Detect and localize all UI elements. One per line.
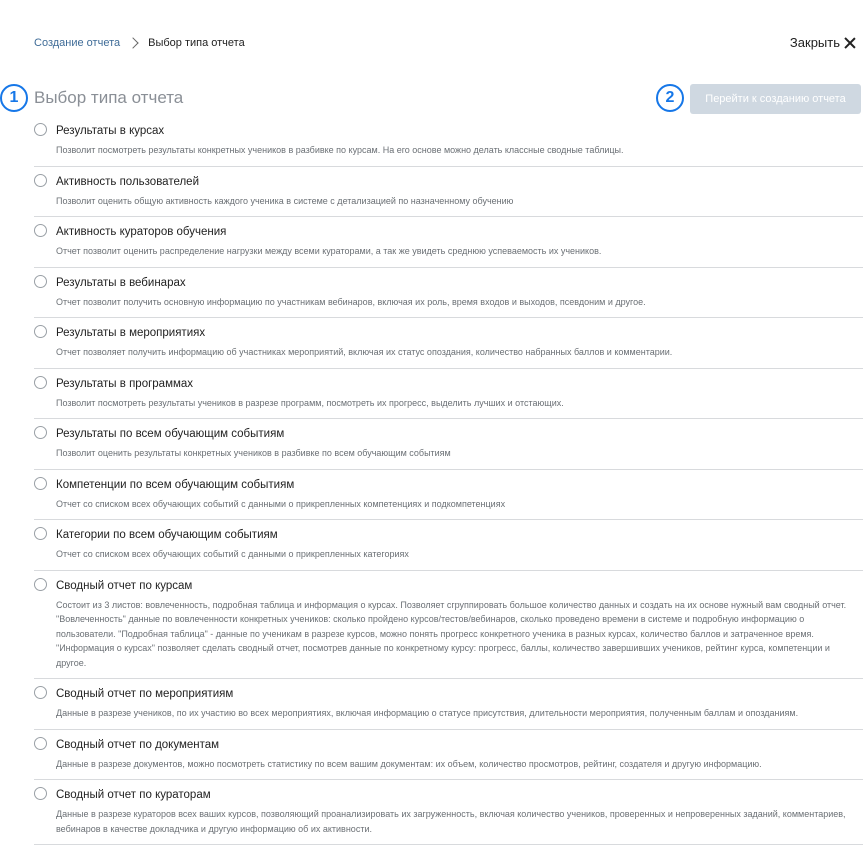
radio-button[interactable] bbox=[34, 578, 47, 591]
radio-button[interactable] bbox=[34, 123, 47, 136]
report-option[interactable] bbox=[34, 679, 863, 730]
report-option-title: Компетенции по всем обучающим событиям bbox=[56, 478, 295, 491]
report-option-title: Сводный отчет по кураторам bbox=[56, 789, 211, 801]
annotation-marker-1: 1 bbox=[0, 84, 28, 112]
go-to-create-report-button[interactable]: Перейти к созданию отчета bbox=[690, 84, 861, 114]
report-option-title: Результаты в вебинарах bbox=[56, 276, 186, 289]
report-option[interactable] bbox=[34, 318, 863, 369]
report-option-description: Позволит оценить результаты конкретных учеников в разбивке по всем обучающим событиям bbox=[56, 448, 451, 458]
report-option-description: Позволит посмотреть результаты конкретных учеников в разбивке по курсам. На его основе можно делать классные сводные таблицы. bbox=[56, 145, 624, 155]
close-button[interactable] bbox=[790, 35, 856, 50]
report-option-description: Данные в разрезе документов, можно посмотреть статистику по всем вашим документам: их объем, количество просмотров, рейтинг, создателя и другую информацию. bbox=[56, 758, 762, 769]
report-option-title: Активность кураторов обучения bbox=[56, 226, 227, 238]
report-option[interactable] bbox=[34, 520, 863, 571]
report-option-title: Результаты в курсах bbox=[56, 125, 165, 137]
report-option[interactable] bbox=[34, 369, 863, 420]
radio-button[interactable] bbox=[34, 426, 47, 439]
report-option[interactable] bbox=[34, 780, 863, 845]
report-option[interactable] bbox=[34, 470, 863, 521]
close-label: Закрыть bbox=[789, 35, 840, 50]
report-option-title: Результаты по всем обучающим событиям bbox=[56, 428, 285, 440]
report-option-description: Отчет позволит получить основную информацию по участникам вебинаров, включая их роль, время входов и выходов, псевдоним и другое. bbox=[56, 296, 646, 307]
close-icon bbox=[844, 37, 856, 49]
report-option-description: Позволит оценить общую активность каждого ученика в системе с детализацией по назначенному обучению bbox=[56, 195, 514, 206]
report-option[interactable] bbox=[34, 419, 863, 470]
breadcrumb-current: Выбор типа отчета bbox=[148, 37, 245, 49]
report-option[interactable] bbox=[34, 217, 863, 268]
radio-button[interactable] bbox=[34, 275, 47, 288]
report-option-description: Позволит посмотреть результаты учеников в разрезе программ, посмотреть их прогресс, выделить лучших и отстающих. bbox=[56, 397, 564, 408]
radio-button[interactable] bbox=[34, 527, 47, 540]
page-title: Выбор типа отчета bbox=[34, 88, 184, 107]
report-option-title: Сводный отчет по мероприятиям bbox=[56, 688, 234, 700]
report-type-list bbox=[34, 116, 863, 845]
annotation-marker-2: 2 bbox=[656, 84, 684, 112]
report-option-description: Данные в разрезе учеников, по их участию во всех мероприятиях, включая информацию о статусе присутствия, длительности мероприятия, полученным баллам и опозданиям. bbox=[56, 708, 799, 718]
report-option-description: Данные в разрезе кураторов всех ваших курсов, позволяющий проанализировать их загруженность, включая количество учеников, проверенных и непроверенных заданий, комментариев, вебинаров в качестве докладчика и другую информацию об их активности. bbox=[56, 809, 846, 834]
report-option-title: Активность пользователей bbox=[56, 175, 199, 188]
radio-button[interactable] bbox=[34, 686, 47, 699]
report-option-description: Отчет со списком всех обучающих событий с данными о прикрепленных категориях bbox=[56, 549, 409, 559]
radio-button[interactable] bbox=[34, 376, 47, 389]
radio-button[interactable] bbox=[34, 224, 47, 237]
report-option-title: Сводный отчет по документам bbox=[56, 738, 220, 751]
report-option-title: Результаты в мероприятиях bbox=[56, 327, 206, 339]
report-option[interactable] bbox=[34, 571, 863, 680]
report-option[interactable] bbox=[34, 730, 863, 781]
report-option[interactable] bbox=[34, 268, 863, 319]
breadcrumb-link-create-report[interactable]: Создание отчета bbox=[34, 37, 121, 49]
chevron-right-icon bbox=[127, 37, 138, 48]
report-option-description: Отчет со списком всех обучающих событий с данными о прикрепленных компетенциях и подкомпетенциях bbox=[56, 498, 506, 509]
report-option-title: Результаты в программах bbox=[56, 377, 194, 390]
report-option[interactable] bbox=[34, 167, 863, 218]
breadcrumb bbox=[34, 37, 245, 49]
radio-button[interactable] bbox=[34, 477, 47, 490]
report-option-description: Отчет позволит оценить распределение нагрузки между всеми кураторами, а так же увидеть среднюю успеваемость их учеников. bbox=[56, 246, 602, 256]
radio-button[interactable] bbox=[34, 174, 47, 187]
report-option[interactable] bbox=[34, 116, 863, 167]
radio-button[interactable] bbox=[34, 787, 47, 800]
report-option-title: Сводный отчет по курсам bbox=[56, 579, 193, 592]
report-option-title: Категории по всем обучающим событиям bbox=[56, 529, 278, 541]
radio-button[interactable] bbox=[34, 737, 47, 750]
report-option-description: Состоит из 3 листов: вовлеченность, подробная таблица и информация о курсах. Позволяет сгруппировать большое количество данных и создать на их основе нужный вам сводный отчет. "Вовлеченность" данные по вовлеченности конкретных учеников: сколько пройдено курсов/тестов/вебинаров, сколько проведено времени в системе и подробную информацию о пользователи. "Подробная таблица" - данные по ученикам в разрезе курсов, можно понять прогресс конкретного ученика в разных курсах, количество баллов и затраченное время. "Информация о курсах" позволяет сделать сводный отчет, посмотрев данные по конкретному курсу: прогресс, баллы, количество завершивших учеников, рейтинг курса, компетенции и другое. bbox=[56, 599, 847, 668]
radio-button[interactable] bbox=[34, 325, 47, 338]
report-option-description: Отчет позволяет получить информацию об участниках мероприятий, включая их статус опоздания, количество набранных баллов и комментарии. bbox=[56, 347, 673, 357]
